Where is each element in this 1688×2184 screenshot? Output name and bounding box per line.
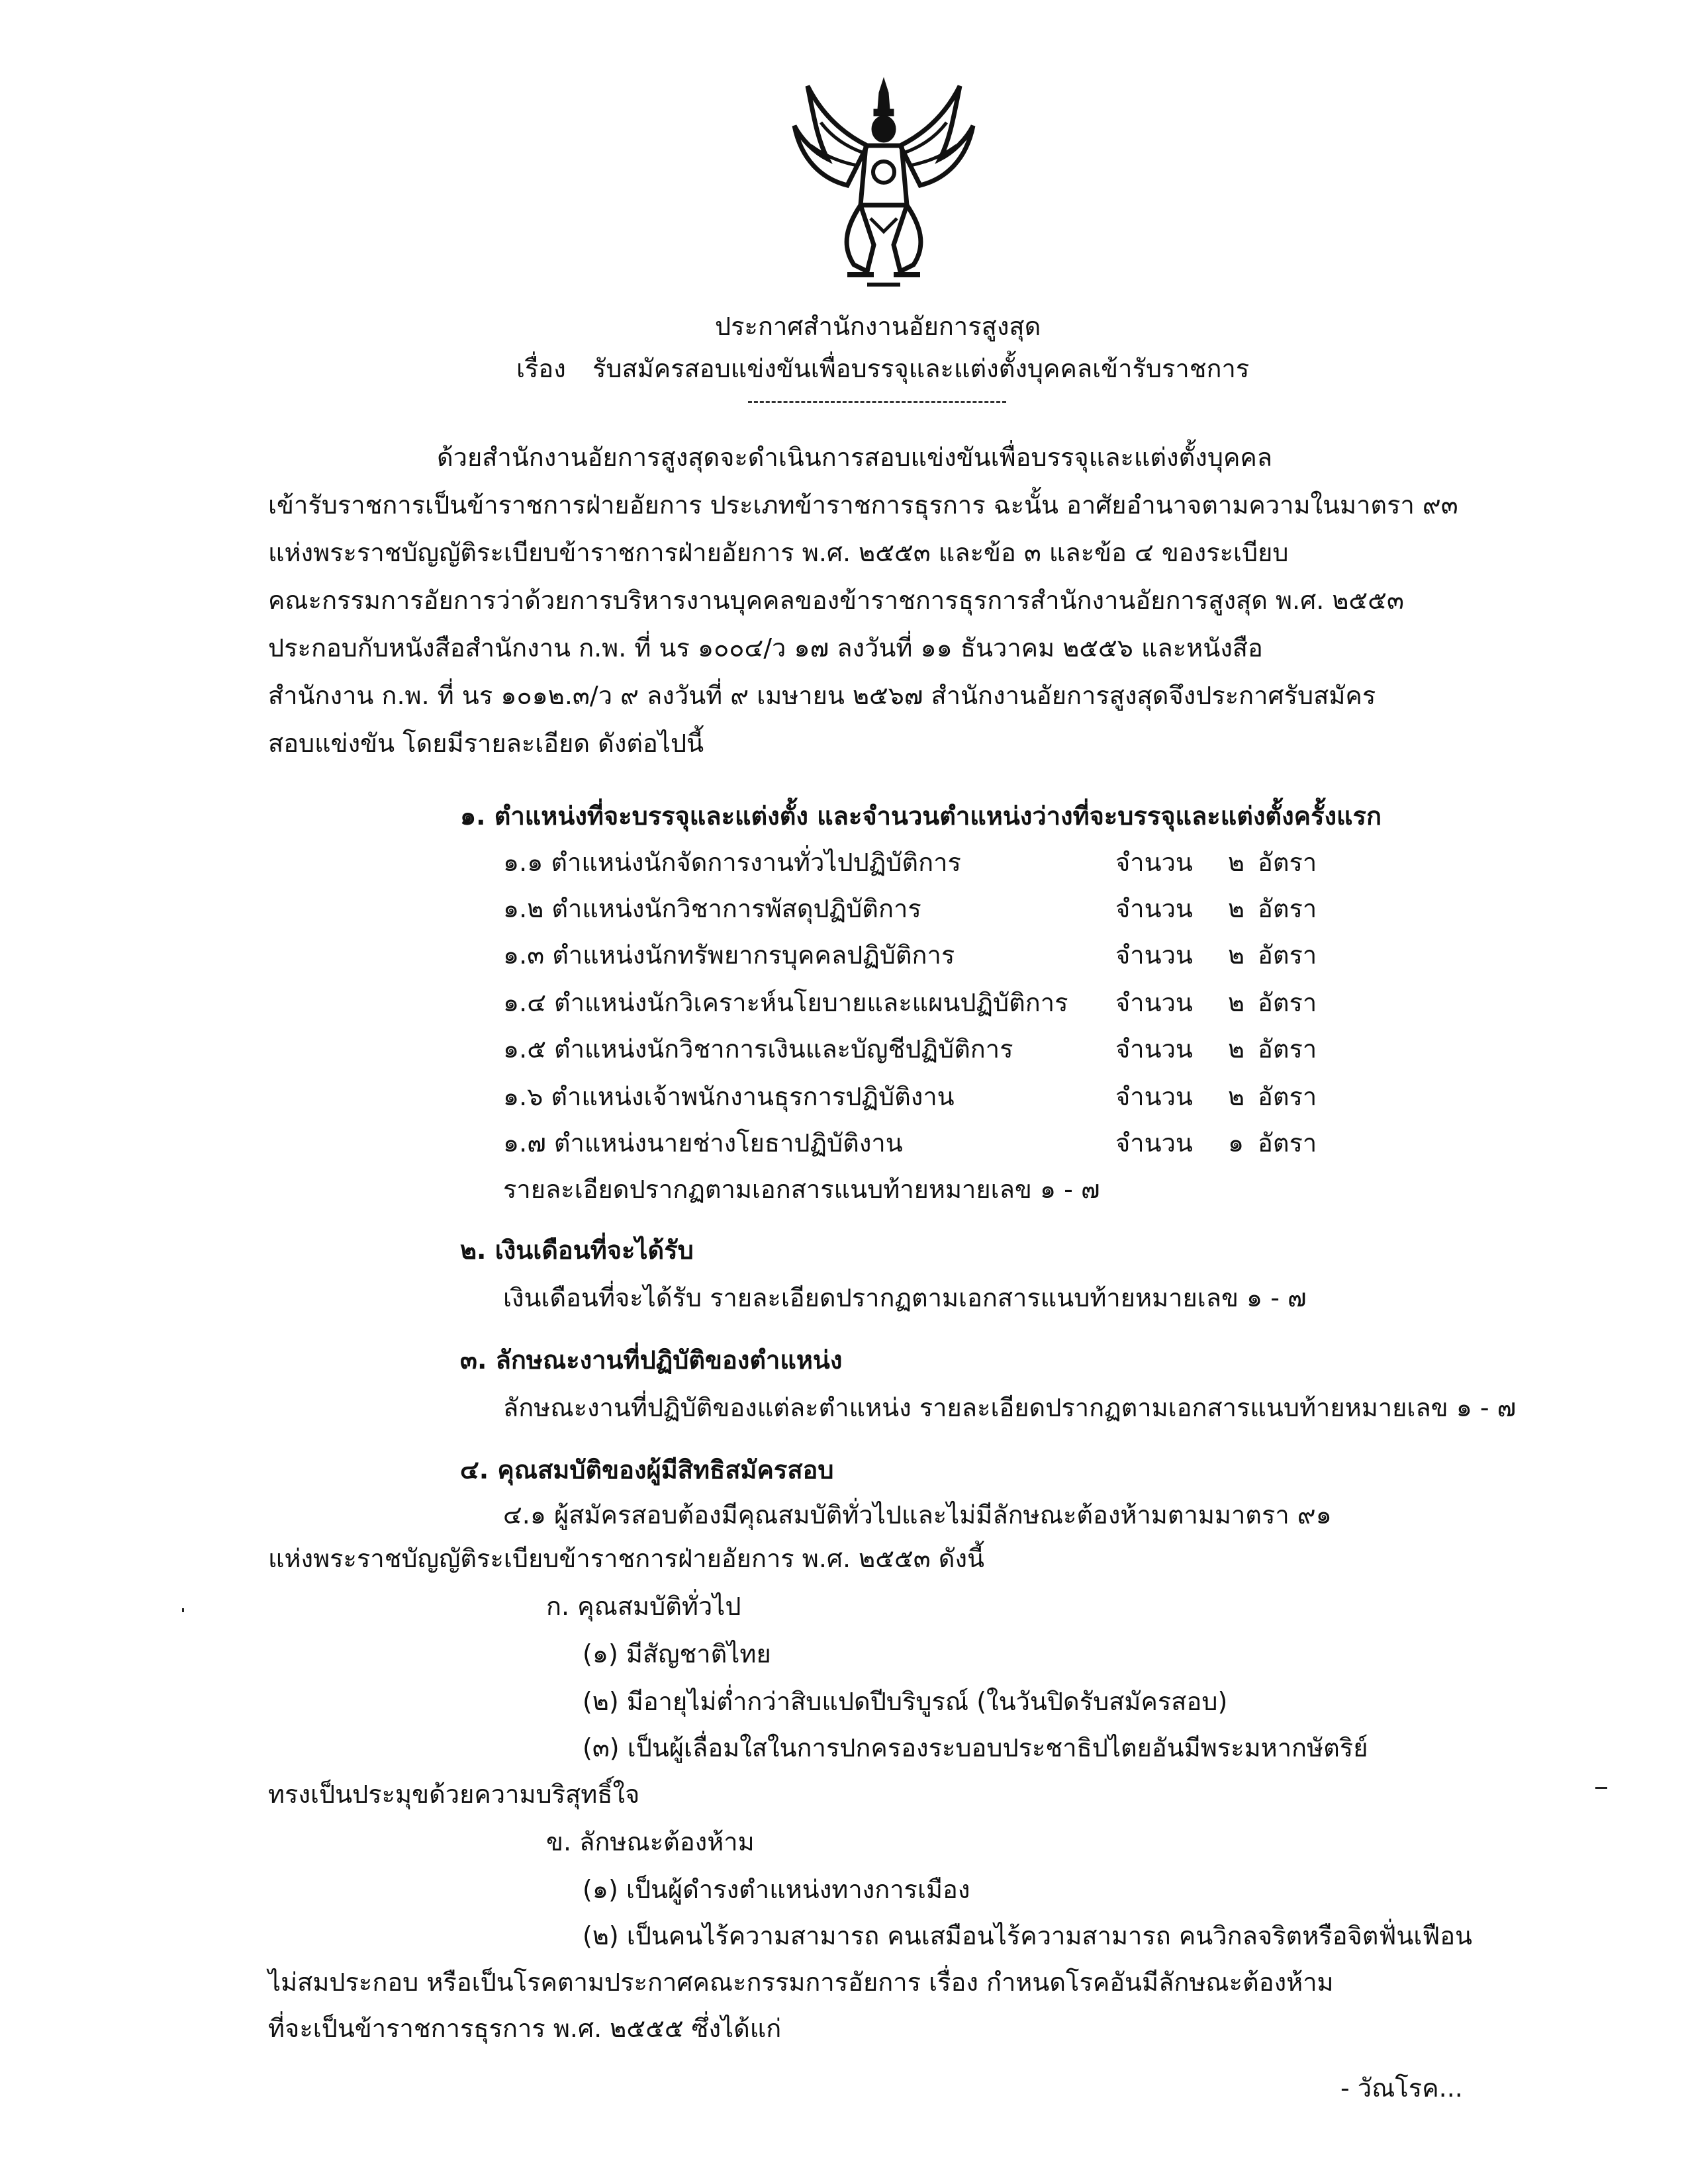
position-unit: อัตรา — [1258, 1034, 1317, 1064]
section-2-body: เงินเดือนที่จะได้รับ รายละเอียดปรากฏตามเอกสารแนบท้ายหมายเลข ๑ - ๗ — [503, 1283, 1307, 1312]
header-divider — [748, 401, 1006, 403]
agency-title: ประกาศสำนักงานอัยการสูงสุด — [715, 312, 1041, 341]
position-title: ๑.๔ ตำแหน่งนักวิเคราะห์นโยบายและแผนปฏิบัติการ — [503, 988, 1068, 1017]
intro-line-4: คณะกรรมการอัยการว่าด้วยการบริหารงานบุคคลของข้าราชการธุรการสำนักงานอัยการสูงสุด พ.ศ. ๒๕๕๓ — [268, 586, 1404, 615]
position-title: ๑.๒ ตำแหน่งนักวิชาการพัสดุปฏิบัติการ — [503, 894, 921, 923]
prohibited-heading: ข. ลักษณะต้องห้าม — [546, 1827, 755, 1856]
position-unit: อัตรา — [1258, 848, 1317, 877]
general-qualification-3-line-1: (๓) เป็นผู้เลื่อมใสในการปกครองระบอบประชาธิปไตยอันมีพระมหากษัตริย์ — [583, 1733, 1368, 1762]
position-count-label: จำนวน — [1115, 848, 1193, 877]
general-qualifications-heading: ก. คุณสมบัติทั่วไป — [546, 1592, 741, 1621]
position-unit: อัตรา — [1258, 988, 1317, 1017]
section-2-heading: ๒. เงินเดือนที่จะได้รับ — [460, 1236, 694, 1265]
intro-line-1: ด้วยสำนักงานอัยการสูงสุดจะดำเนินการสอบแข่งขันเพื่อบรรจุและแต่งตั้งบุคคล — [437, 443, 1273, 472]
position-count-label: จำนวน — [1115, 894, 1193, 923]
scan-mark — [182, 1608, 184, 1612]
position-title: ๑.๖ ตำแหน่งเจ้าพนักงานธุรการปฏิบัติงาน — [503, 1082, 955, 1111]
intro-line-6: สำนักงาน ก.พ. ที่ นร ๑๐๑๒.๓/ว ๙ ลงวันที่ ๙ เมษายน ๒๕๖๗ สำนักงานอัยการสูงสุดจึงประกาศรับสมัคร — [268, 681, 1376, 710]
position-count: ๒ — [1228, 848, 1245, 877]
prohibited-2-line-2: ไม่สมประกอบ หรือเป็นโรคตามประกาศคณะกรรมการอัยการ เรื่อง กำหนดโรคอันมีลักษณะต้องห้าม — [268, 1968, 1334, 1997]
position-count: ๑ — [1228, 1128, 1244, 1158]
position-row — [0, 846, 1688, 879]
position-title: ๑.๓ ตำแหน่งนักทรัพยากรบุคคลปฏิบัติการ — [503, 940, 955, 970]
position-count-label: จำนวน — [1115, 988, 1193, 1017]
position-row — [0, 1032, 1688, 1066]
general-qualification-2: (๒) มีอายุไม่ต่ำกว่าสิบแปดปีบริบูรณ์ (ในวันปิดรับสมัครสอบ) — [583, 1687, 1228, 1716]
intro-line-5: ประกอบกับหนังสือสำนักงาน ก.พ. ที่ นร ๑๐๐๔/ว ๑๗ ลงวันที่ ๑๑ ธันวาคม ๒๕๕๖ และหนังสือ — [268, 633, 1263, 662]
position-count: ๒ — [1228, 988, 1245, 1017]
intro-line-2: เข้ารับราชการเป็นข้าราชการฝ่ายอัยการ ประเภทข้าราชการธุรการ ฉะนั้น อาศัยอำนาจตามความในมาตรา ๙๓ — [268, 490, 1458, 520]
position-count-label: จำนวน — [1115, 940, 1193, 970]
position-count-label: จำนวน — [1115, 1128, 1193, 1158]
general-qualification-1: (๑) มีสัญชาติไทย — [583, 1639, 771, 1668]
prohibited-2-line-1: (๒) เป็นคนไร้ความสามารถ คนเสมือนไร้ความสามารถ คนวิกลจริตหรือจิตฟั่นเฟือน — [583, 1921, 1473, 1950]
position-unit: อัตรา — [1258, 940, 1317, 970]
general-qualification-3-line-2: ทรงเป็นประมุขด้วยความบริสุทธิ์ใจ — [268, 1780, 640, 1809]
position-title: ๑.๕ ตำแหน่งนักวิชาการเงินและบัญชีปฏิบัติการ — [503, 1034, 1013, 1064]
garuda-emblem — [788, 73, 980, 291]
position-count-label: จำนวน — [1115, 1082, 1193, 1111]
position-count: ๒ — [1228, 1034, 1245, 1064]
position-count-label: จำนวน — [1115, 1034, 1193, 1064]
scan-mark — [1595, 1787, 1607, 1789]
subject-label: เรื่อง — [516, 354, 566, 383]
prohibited-2-line-3: ที่จะเป็นข้าราชการธุรการ พ.ศ. ๒๕๕๕ ซึ่งได้แก่ — [268, 2014, 782, 2043]
position-row — [0, 986, 1688, 1019]
continuation-marker: - วัณโรค... — [1340, 2073, 1463, 2103]
position-row — [0, 1126, 1688, 1160]
section-4-1-line-2: แห่งพระราชบัญญัติระเบียบข้าราชการฝ่ายอัยการ พ.ศ. ๒๕๕๓ ดังนี้ — [268, 1544, 985, 1573]
section-1-heading: ๑. ตำแหน่งที่จะบรรจุและแต่งตั้ง และจำนวนตำแหน่งว่างที่จะบรรจุและแต่งตั้งครั้งแรก — [460, 801, 1382, 831]
prohibited-1: (๑) เป็นผู้ดำรงตำแหน่งทางการเมือง — [583, 1875, 970, 1904]
position-title: ๑.๑ ตำแหน่งนักจัดการงานทั่วไปปฏิบัติการ — [503, 848, 961, 877]
intro-line-3: แห่งพระราชบัญญัติระเบียบข้าราชการฝ่ายอัยการ พ.ศ. ๒๕๕๓ และข้อ ๓ และข้อ ๔ ของระเบียบ — [268, 538, 1289, 567]
position-row — [0, 938, 1688, 972]
position-unit: อัตรา — [1258, 1082, 1317, 1111]
section-3-heading: ๓. ลักษณะงานที่ปฏิบัติของตำแหน่ง — [460, 1345, 843, 1375]
position-row — [0, 892, 1688, 925]
section-3-body: ลักษณะงานที่ปฏิบัติของแต่ละตำแหน่ง รายละเอียดปรากฏตามเอกสารแนบท้ายหมายเลข ๑ - ๗ — [503, 1393, 1517, 1422]
subject-text: รับสมัครสอบแข่งขันเพื่อบรรจุและแต่งตั้งบุคคลเข้ารับราชการ — [592, 354, 1250, 383]
section-4-heading: ๔. คุณสมบัติของผู้มีสิทธิสมัครสอบ — [460, 1455, 834, 1484]
position-unit: อัตรา — [1258, 1128, 1317, 1158]
position-count: ๒ — [1228, 894, 1245, 923]
position-count: ๒ — [1228, 940, 1245, 970]
position-count: ๒ — [1228, 1082, 1245, 1111]
position-unit: อัตรา — [1258, 894, 1317, 923]
position-row — [0, 1080, 1688, 1113]
section-4-1-line-1: ๔.๑ ผู้สมัครสอบต้องมีคุณสมบัติทั่วไปและไม่มีลักษณะต้องห้ามตามมาตรา ๙๑ — [503, 1500, 1332, 1529]
section-1-note: รายละเอียดปรากฏตามเอกสารแนบท้ายหมายเลข ๑ - ๗ — [503, 1175, 1100, 1204]
position-title: ๑.๗ ตำแหน่งนายช่างโยธาปฏิบัติงาน — [503, 1128, 903, 1158]
intro-line-7: สอบแข่งขัน โดยมีรายละเอียด ดังต่อไปนี้ — [268, 729, 704, 758]
